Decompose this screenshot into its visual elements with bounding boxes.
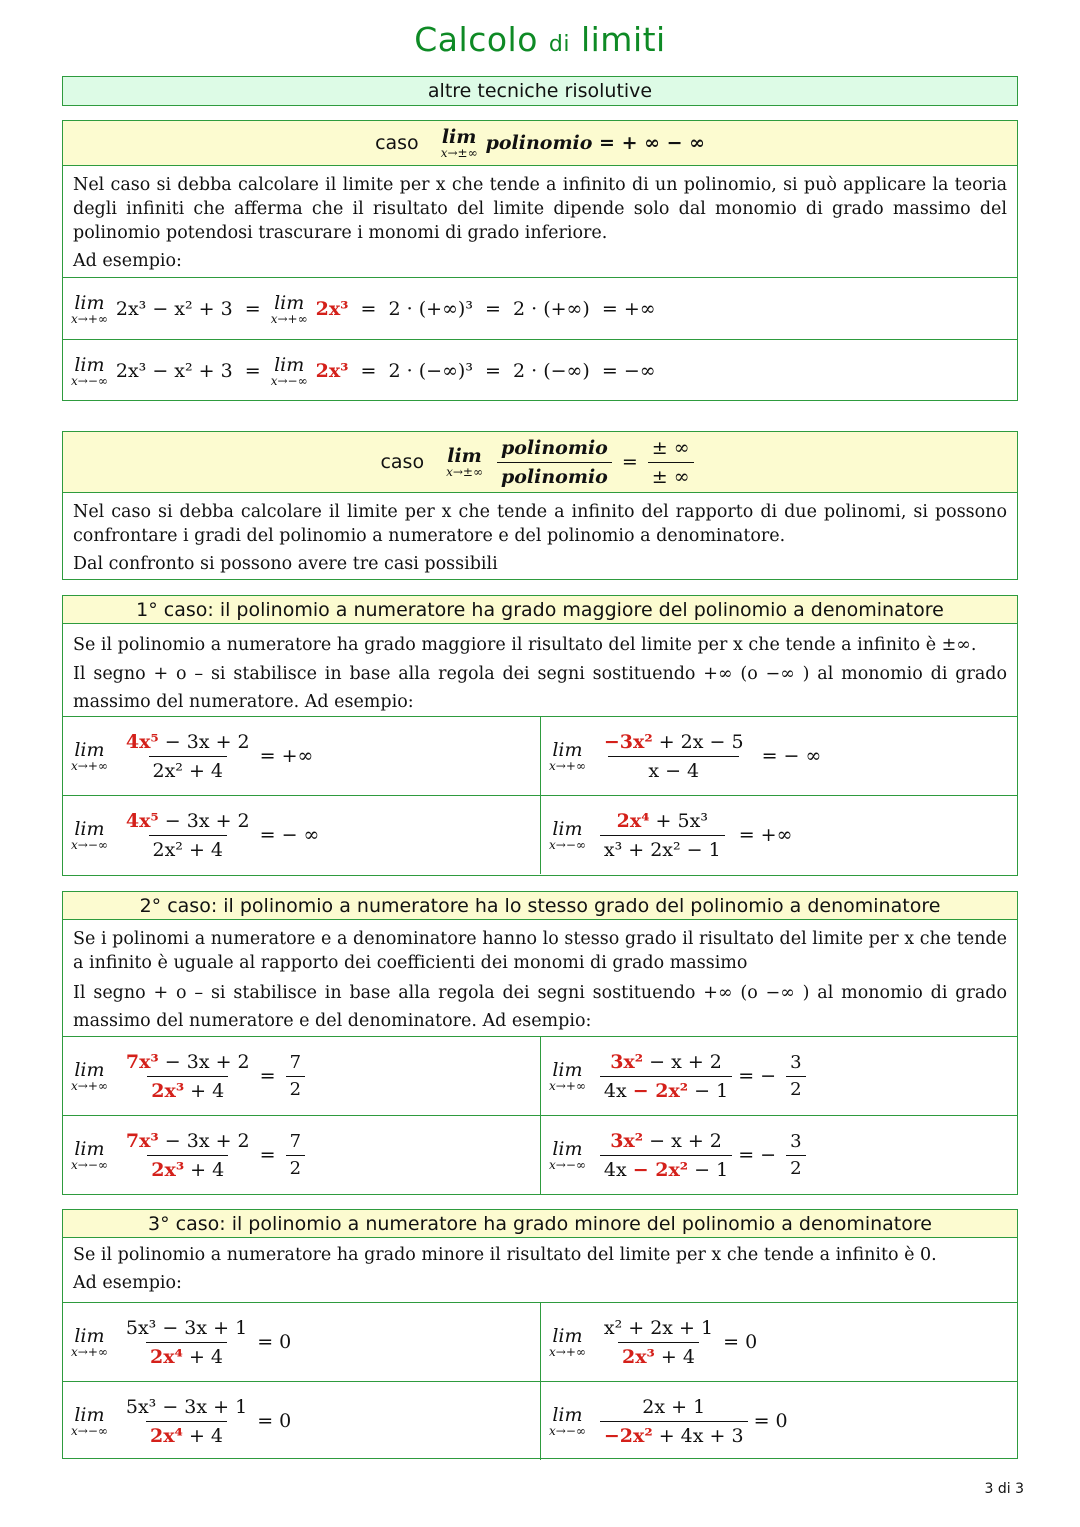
example-cell bbox=[63, 796, 540, 874]
fraction-denominator: ± ∞ bbox=[648, 462, 694, 489]
lim-sub: x→−∞ bbox=[549, 1424, 586, 1438]
case2-caso-label: caso bbox=[380, 451, 425, 473]
result-numerator: 7 bbox=[289, 1130, 302, 1152]
numerator-rest: − x + 2 bbox=[643, 1129, 722, 1152]
denominator-rest: + 4 bbox=[182, 1424, 224, 1447]
lim: lim x→−∞ bbox=[270, 353, 308, 388]
title-word-di: di bbox=[548, 32, 570, 57]
example-result: = +∞ bbox=[259, 745, 314, 767]
subcase1-explanation bbox=[63, 624, 1017, 716]
dominant-term: 3x² bbox=[610, 1129, 644, 1152]
lim: lim x→+∞ bbox=[549, 1325, 586, 1359]
case1-header bbox=[63, 121, 1017, 166]
lim-sub: x→+∞ bbox=[549, 1345, 586, 1359]
expr-rhs: = 2 · (+∞)³ = 2 · (+∞) = +∞ bbox=[348, 297, 656, 320]
fraction-numerator: 5x³ − 3x + 1 bbox=[125, 1316, 248, 1339]
example-fraction bbox=[122, 809, 254, 862]
result-numerator: 3 bbox=[790, 1130, 802, 1152]
subcase3-para2: Ad esempio: bbox=[73, 1273, 182, 1293]
example-cell bbox=[540, 1303, 1017, 1381]
example-fraction bbox=[600, 1395, 748, 1448]
example-cell bbox=[63, 1037, 540, 1115]
case1-para1: Nel caso si debba calcolare il limite per x che tende a infinito di un polinomio, si può applicare la teoria degli infiniti che afferma che il risultato del limite dipende solo dal monomio di grado massimo del polinomio potendosi trascurare i monomi di grado inferiore. bbox=[73, 175, 1007, 243]
lim-sub: x→±∞ bbox=[440, 146, 478, 160]
case2-explanation bbox=[63, 493, 1017, 586]
example-result: = 0 bbox=[723, 1331, 758, 1353]
lim: lim x→−∞ bbox=[549, 1138, 586, 1172]
case2-para1: Nel caso si debba calcolare il limite per x che tende a infinito del rapporto di due polinomi, si possono confrontare i gradi del polinomio a numeratore e del polinomio a denominatore. bbox=[73, 502, 1007, 546]
dominant-term: − 2x² bbox=[632, 1079, 689, 1102]
lim-sub: x→−∞ bbox=[549, 1158, 586, 1172]
fraction-numerator: polinomio bbox=[500, 436, 608, 459]
result-fraction bbox=[786, 1131, 805, 1180]
subcase1-header: 1° caso: il polinomio a numeratore ha grado maggiore del polinomio a denominatore bbox=[63, 596, 1017, 624]
fraction-denominator bbox=[147, 1155, 228, 1182]
subcase2-examples-row-2 bbox=[63, 1115, 1017, 1194]
dominant-term: −2x² bbox=[603, 1424, 653, 1447]
fraction-denominator bbox=[618, 1342, 699, 1369]
dominant-term: 4x⁵ bbox=[125, 809, 159, 832]
fraction-denominator bbox=[600, 1155, 732, 1182]
example-fraction bbox=[122, 1129, 254, 1182]
dominant-term: 2x³ bbox=[622, 1345, 655, 1368]
subcase1-para1: Se il polinomio a numeratore ha grado maggiore il risultato del limite per x che tende a infinito è ±∞. bbox=[73, 635, 977, 655]
dominant-term: 7x³ bbox=[125, 1129, 159, 1152]
lim-sub: x→−∞ bbox=[71, 1158, 108, 1172]
subcase2-para2: Il segno + o – si stabilisce in base alla regola dei segni sostituendo +∞ (o −∞ ) al monomio di grado massimo del numeratore e del denominatore. Ad esempio: bbox=[73, 983, 1007, 1031]
denominator-rest: − 1 bbox=[688, 1079, 729, 1102]
example-fraction bbox=[600, 809, 725, 862]
fraction-denominator bbox=[600, 1076, 732, 1103]
fraction-numerator bbox=[606, 1129, 726, 1155]
subcase2-header: 2° caso: il polinomio a numeratore ha lo stesso grado del polinomio a denominatore bbox=[63, 892, 1017, 920]
denominator-rest: + 4 bbox=[184, 1079, 225, 1102]
fraction-numerator bbox=[122, 809, 254, 835]
denominator-rest: − 1 bbox=[688, 1158, 729, 1181]
expr-lhs: 2x³ − x² + 3 = bbox=[115, 297, 261, 320]
fraction-denominator bbox=[147, 1076, 228, 1103]
denominator-rest: + 4 bbox=[184, 1158, 225, 1181]
example-fraction bbox=[600, 1129, 732, 1182]
subcase1-box bbox=[62, 595, 1018, 876]
subcase3-header: 3° caso: il polinomio a numeratore ha grado minore del polinomio a denominatore bbox=[63, 1210, 1017, 1238]
subcase3-examples-row-1 bbox=[63, 1302, 1017, 1381]
case2-fraction bbox=[497, 436, 612, 489]
dominant-term: − 2x² bbox=[632, 1158, 689, 1181]
lim-text: lim bbox=[447, 445, 482, 467]
dominant-term: 2x⁴ bbox=[150, 1345, 183, 1368]
subcase3-examples-row-2 bbox=[63, 1381, 1017, 1460]
denominator-prefix: 4x bbox=[603, 1158, 633, 1181]
lim: lim x→−∞ bbox=[71, 1138, 108, 1172]
fraction-numerator bbox=[122, 1129, 254, 1155]
lim-sub: x→−∞ bbox=[549, 838, 586, 852]
example-fraction bbox=[600, 1050, 732, 1103]
example-result: = − ∞ bbox=[761, 745, 822, 767]
example-cell bbox=[540, 717, 1017, 795]
subcase3-para1: Se il polinomio a numeratore ha grado minore il risultato del limite per x che tende a infinito è 0. bbox=[73, 1245, 937, 1265]
numerator-rest: + 2x − 5 bbox=[652, 730, 744, 753]
equals-sign: = bbox=[259, 1065, 276, 1087]
lim: lim x→+∞ bbox=[71, 291, 108, 326]
fraction-denominator bbox=[146, 1342, 227, 1369]
equals-sign: = − bbox=[738, 1144, 777, 1166]
numerator-rest: − x + 2 bbox=[643, 1050, 722, 1073]
denominator-prefix: 4x bbox=[603, 1079, 633, 1102]
example-result: = 0 bbox=[257, 1331, 292, 1353]
lim-sub: x→+∞ bbox=[71, 1345, 108, 1359]
lim: lim x→+∞ bbox=[549, 739, 586, 773]
fraction-numerator: x² + 2x + 1 bbox=[603, 1316, 714, 1339]
case1-para2: Ad esempio: bbox=[73, 251, 182, 271]
result-denominator: 2 bbox=[286, 1155, 305, 1180]
lim-sub: x→−∞ bbox=[71, 1424, 108, 1438]
lim-text: lim bbox=[441, 126, 477, 148]
fraction-numerator: 5x³ − 3x + 1 bbox=[125, 1395, 248, 1418]
dominant-term: −3x² bbox=[603, 730, 653, 753]
example-cell bbox=[540, 1116, 1017, 1194]
subcase1-para2: Il segno + o – si stabilisce in base alla regola dei segni sostituendo +∞ (o −∞ ) al monomio di grado massimo del numeratore. Ad esempio: bbox=[73, 664, 1007, 712]
lim: lim x→−∞ bbox=[71, 353, 108, 388]
equals-sign: = bbox=[259, 1144, 276, 1166]
lim-sub: x→−∞ bbox=[71, 373, 108, 388]
case1-expr: polinomio = + ∞ − ∞ bbox=[485, 132, 705, 154]
subcase1-examples-row-1 bbox=[63, 716, 1017, 795]
lim: lim x→+∞ bbox=[71, 739, 108, 773]
page-number: 3 di 3 bbox=[984, 1481, 1024, 1497]
example-cell bbox=[63, 1116, 540, 1194]
dominant-term: 7x³ bbox=[125, 1050, 159, 1073]
fraction-denominator: polinomio bbox=[497, 462, 612, 489]
example-cell bbox=[63, 1382, 540, 1460]
lim: lim x→+∞ bbox=[549, 1059, 586, 1093]
fraction-denominator: 2x² + 4 bbox=[149, 756, 228, 783]
dominant-term: 4x⁵ bbox=[125, 730, 159, 753]
case2-result-fraction bbox=[648, 436, 694, 489]
example-cell bbox=[540, 1037, 1017, 1115]
numerator-rest: − 3x + 2 bbox=[158, 730, 250, 753]
example-cell bbox=[63, 717, 540, 795]
example-result: = +∞ bbox=[738, 824, 793, 846]
case1-example-1 bbox=[63, 277, 1017, 339]
lim: lim x→+∞ bbox=[71, 1325, 108, 1359]
lim: lim x→+∞ bbox=[270, 291, 308, 326]
denominator-rest: + 4 bbox=[182, 1345, 224, 1368]
subcase2-box bbox=[62, 891, 1018, 1195]
expr-lhs: 2x³ − x² + 3 = bbox=[115, 359, 261, 382]
lim-sub: x→−∞ bbox=[270, 373, 308, 388]
numerator-rest: + 5x³ bbox=[649, 809, 708, 832]
lim-sub: x→±∞ bbox=[446, 465, 483, 479]
case1-example-2 bbox=[63, 339, 1017, 401]
result-fraction bbox=[286, 1131, 305, 1180]
example-fraction bbox=[122, 1050, 254, 1103]
example-result: = 0 bbox=[257, 1410, 292, 1432]
example-fraction bbox=[600, 1316, 717, 1369]
fraction-numerator bbox=[606, 1050, 726, 1076]
example-result: = − ∞ bbox=[259, 824, 320, 846]
subcase2-explanation bbox=[63, 920, 1017, 1036]
numerator-rest: − 3x + 2 bbox=[158, 809, 250, 832]
lim-sub: x→+∞ bbox=[71, 1079, 108, 1093]
case1-caso-label: caso bbox=[375, 132, 419, 154]
example-cell bbox=[540, 1382, 1017, 1460]
lim-sub: x→+∞ bbox=[549, 759, 586, 773]
example-result: = 0 bbox=[753, 1410, 788, 1432]
numerator-rest: − 3x + 2 bbox=[158, 1129, 250, 1152]
result-denominator: 2 bbox=[786, 1076, 805, 1101]
dominant-term: 3x² bbox=[610, 1050, 644, 1073]
subtitle-text: altre tecniche risolutive bbox=[63, 77, 1017, 105]
result-denominator: 2 bbox=[786, 1155, 805, 1180]
fraction-denominator: x³ + 2x² − 1 bbox=[600, 835, 725, 862]
lim: lim x→+∞ bbox=[71, 1059, 108, 1093]
lim: lim x→−∞ bbox=[71, 818, 108, 852]
lim: lim x→−∞ bbox=[71, 1404, 108, 1438]
subcase2-para1: Se i polinomi a numeratore e a denominatore hanno lo stesso grado il risultato del limite per x che tende a infinito è uguale al rapporto dei coefficienti dei monomi di grado massimo bbox=[73, 929, 1007, 973]
case2-lim bbox=[446, 446, 483, 478]
dominant-term: 2x⁴ bbox=[616, 809, 650, 832]
denominator-rest: + 4x + 3 bbox=[652, 1424, 744, 1447]
fraction-numerator bbox=[600, 730, 748, 756]
lim-sub: x→+∞ bbox=[549, 1079, 586, 1093]
expr-dominant-term: 2x³ bbox=[315, 297, 349, 320]
result-numerator: 3 bbox=[790, 1051, 802, 1073]
dominant-term: 2x⁴ bbox=[150, 1424, 183, 1447]
case2-box bbox=[62, 431, 1018, 580]
dominant-term: 2x³ bbox=[151, 1079, 185, 1102]
fraction-denominator: 2x² + 4 bbox=[149, 835, 228, 862]
fraction-numerator: 2x + 1 bbox=[642, 1395, 706, 1418]
example-cell bbox=[63, 1303, 540, 1381]
equals-sign: = − bbox=[738, 1065, 777, 1087]
fraction-numerator bbox=[122, 1050, 254, 1076]
lim-sub: x→+∞ bbox=[270, 311, 308, 326]
lim-sub: x→+∞ bbox=[71, 311, 108, 326]
page-title bbox=[0, 20, 1080, 59]
fraction-denominator: x − 4 bbox=[608, 756, 739, 783]
subcase3-box bbox=[62, 1209, 1018, 1459]
example-cell bbox=[540, 796, 1017, 874]
case1-explanation bbox=[63, 166, 1017, 277]
subtitle-banner bbox=[62, 76, 1018, 106]
example-fraction bbox=[122, 1395, 251, 1448]
denominator-rest: + 4 bbox=[654, 1345, 695, 1368]
lim: lim x→−∞ bbox=[549, 1404, 586, 1438]
case2-para2: Dal confronto si possono avere tre casi possibili bbox=[73, 554, 498, 574]
subcase3-explanation bbox=[63, 1238, 1017, 1302]
lim-sub: x→−∞ bbox=[71, 838, 108, 852]
fraction-numerator: ± ∞ bbox=[651, 436, 690, 459]
expr-dominant-term: 2x³ bbox=[315, 359, 349, 382]
title-word-calcolo: Calcolo bbox=[414, 20, 538, 59]
title-word-limiti: limiti bbox=[580, 20, 666, 59]
subcase1-examples-row-2 bbox=[63, 795, 1017, 874]
numerator-rest: − 3x + 2 bbox=[158, 1050, 250, 1073]
expr-rhs: = 2 · (−∞)³ = 2 · (−∞) = −∞ bbox=[348, 359, 656, 382]
result-numerator: 7 bbox=[289, 1051, 302, 1073]
fraction-numerator bbox=[613, 809, 712, 835]
lim: lim x→−∞ bbox=[549, 818, 586, 852]
example-fraction bbox=[600, 730, 748, 783]
fraction-denominator bbox=[146, 1421, 227, 1448]
fraction-numerator bbox=[122, 730, 254, 756]
subcase2-examples-row-1 bbox=[63, 1036, 1017, 1115]
dominant-term: 2x³ bbox=[151, 1158, 185, 1181]
case2-header: caso lim x→±∞ $\frac{\text{polinomio}}{\text{polinomio}}$ = $\frac{\pm \infty}{\pm \infty}$ bbox=[63, 432, 1017, 493]
example-fraction bbox=[122, 1316, 251, 1369]
case1-lim bbox=[441, 127, 478, 159]
result-fraction bbox=[286, 1052, 305, 1101]
result-denominator: 2 bbox=[286, 1076, 305, 1101]
case1-box bbox=[62, 120, 1018, 401]
fraction-denominator bbox=[600, 1421, 748, 1448]
example-fraction bbox=[122, 730, 254, 783]
result-fraction bbox=[786, 1052, 805, 1101]
lim-sub: x→+∞ bbox=[71, 759, 108, 773]
